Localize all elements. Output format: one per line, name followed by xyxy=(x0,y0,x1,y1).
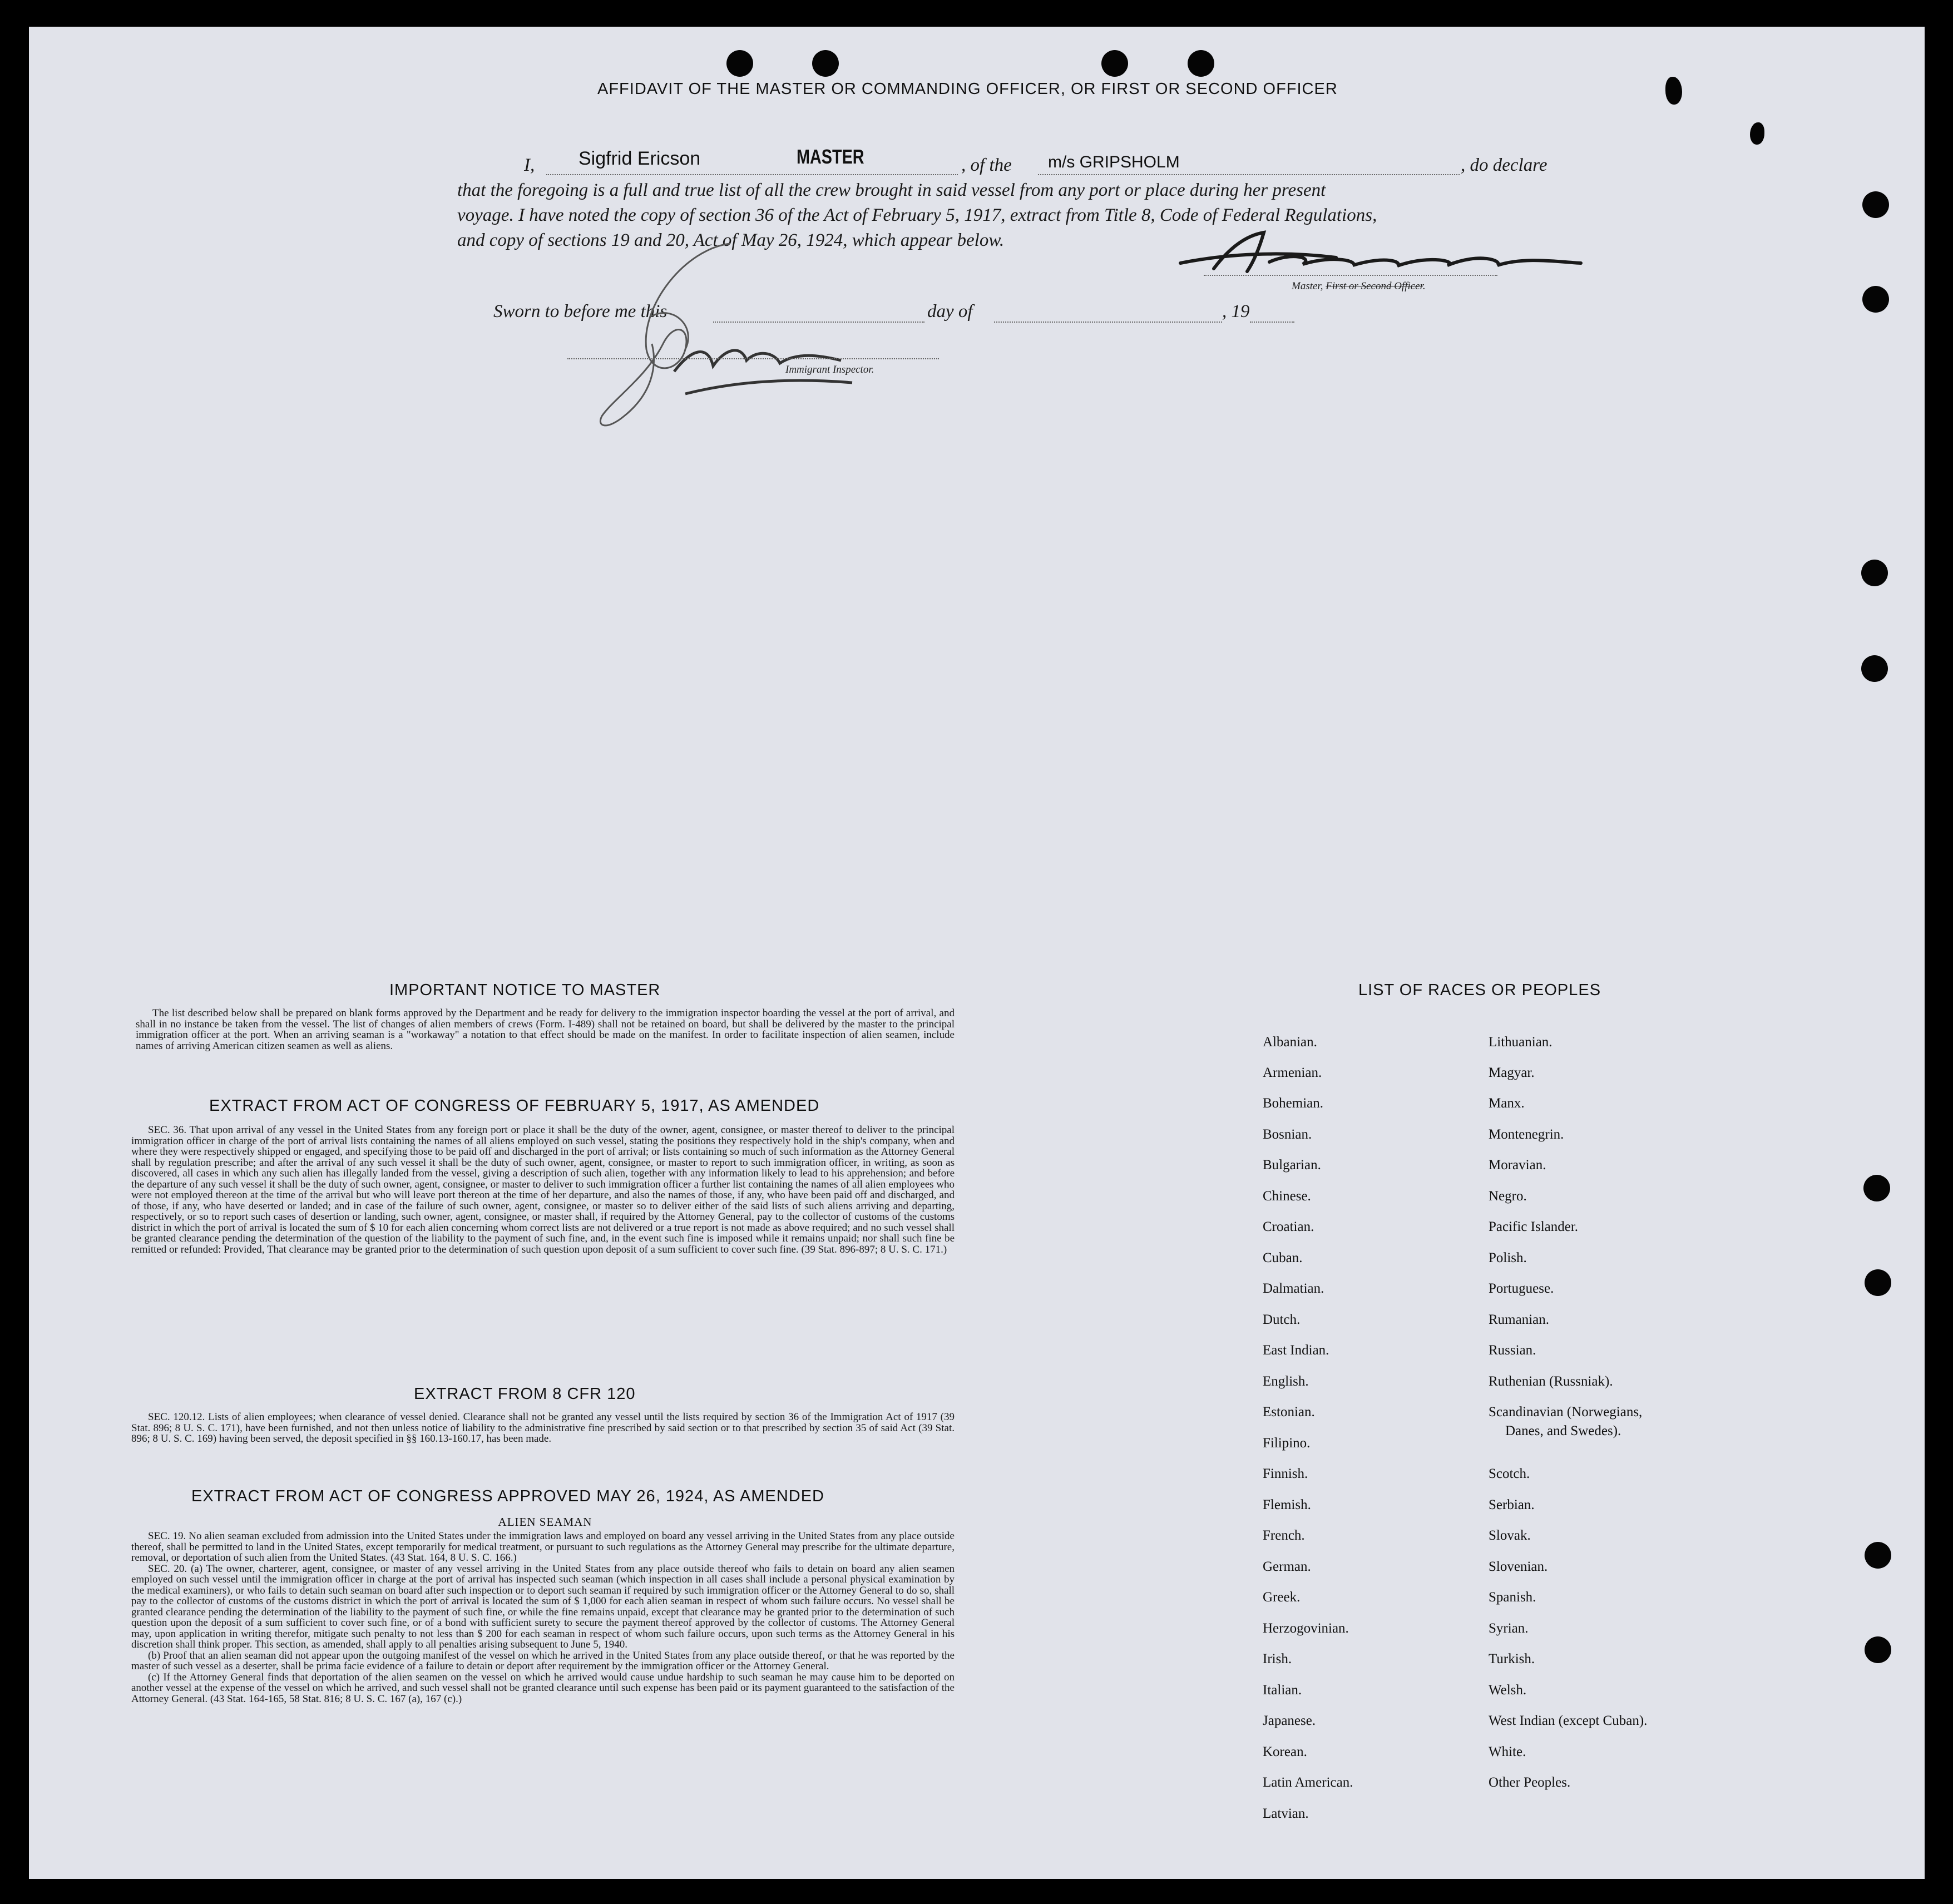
notice-paragraph: The list described below shall be prepared on blank forms approved by the Department and be ready for delivery to the immigration inspector boarding the vessel at the port of arrival, and shall in no instance be taken from the vessel. The list of changes of alien members of crews (Form. I-489) shall not be retained on board, but shall be delivered by the master to the principal immigration officer at the port. When an arriving seaman is a "workaway" a notation to that effect should be made on the manifest. In order to facilitate inspection of alien seamen, include names of arriving American citizen seamen as well as aliens. xyxy=(136,1007,955,1052)
sec-20a-paragraph: SEC. 20. (a) The owner, charterer, agent, consignee, or master of any vessel arriving in the United States from any place outside thereof who fails to detain on board any alien seamen employed on such vessel until the immigration officer in charge at the port of arrival has inspected such seaman (which inspection in all cases shall include a personal physical examination by the medical examiners), or who fails to detain such seaman on board after such inspection or to deport such seaman if required by such immigration officer or the Attorney General to do so, shall pay to the collector of customs of the customs district in which the port of arrival is located the sum of $ 1,000 for each alien seaman in respect of whom such failure occurs. No vessel shall be granted clearance pending the determination of the liability to the payment of such fine, or while the fine remains unpaid, except that clearance may be granted prior to the determination of such question upon the deposit of a sum sufficient to cover such fine, or of a bond with sufficient surety to secure the payment thereof approved by the collector of customs. The Attorney General may, upon application in writing therefor, mitigate such penalty to not less than $ 200 for each seaman in respect of whom such failure occurs, upon such terms as the Attorney General in his discretion shall think proper. This section, as amended, shall apply to all penalties arising subsequent to June 5, 1940. xyxy=(131,1562,955,1650)
day-of-label: day of xyxy=(927,301,973,322)
affidavit-heading: AFFIDAVIT OF THE MASTER OR COMMANDING OFFICER, OR FIRST OR SECOND OFFICER xyxy=(597,80,1338,98)
master-signature xyxy=(1169,230,1592,280)
race-item: English. xyxy=(1263,1374,1309,1389)
race-item: Finnish. xyxy=(1263,1466,1308,1481)
punch-hole xyxy=(726,50,753,77)
punch-hole xyxy=(1188,50,1214,77)
sworn-year-rule xyxy=(1250,322,1294,323)
notice-heading: IMPORTANT NOTICE TO MASTER xyxy=(389,981,661,999)
race-item: Portuguese. xyxy=(1489,1281,1554,1296)
punch-hole xyxy=(1865,1542,1891,1569)
extract-1917-body xyxy=(131,1125,955,1255)
extract-1924-body xyxy=(131,1531,955,1704)
race-item: Irish. xyxy=(1263,1651,1292,1666)
sec-20b-paragraph: (b) Proof that an alien seaman did not appear upon the outgoing manifest of the vessel on which he arrived in the United States from any place outside thereof, or that he was reported by the master of such vessel as a deserter, shall be prima facie evidence of a failure to detain or deport after requirement by the immigration officer or the Attorney General. xyxy=(131,1649,955,1672)
race-item: Chinese. xyxy=(1263,1189,1311,1204)
officer-caption-struck: First or Second Officer xyxy=(1326,280,1423,292)
inspector-caption: Immigrant Inspector. xyxy=(785,364,874,375)
extract-8cfr-heading: EXTRACT FROM 8 CFR 120 xyxy=(414,1385,636,1403)
race-item: Slovenian. xyxy=(1489,1559,1548,1574)
notice-body xyxy=(136,1008,955,1051)
race-item: Japanese. xyxy=(1263,1713,1316,1728)
race-item: Bohemian. xyxy=(1263,1096,1324,1111)
torn-mark xyxy=(1750,122,1764,145)
master-rank: MASTER xyxy=(797,145,864,168)
race-item: Negro. xyxy=(1489,1189,1527,1204)
race-item: Slovak. xyxy=(1489,1528,1531,1543)
race-item: Moravian. xyxy=(1489,1158,1546,1173)
master-caption xyxy=(1292,280,1426,293)
race-item: Italian. xyxy=(1263,1683,1302,1698)
sec-36-paragraph: SEC. 36. That upon arrival of any vessel in the United States from any foreign port or place it shall be the duty of the owner, agent, consignee, or master thereof to deliver to the principal immigration officer in charge of the port of arrival lists containing the names of all aliens employed on such vessel, stating the positions they respectively hold in the ship's company, when and where they were respectively shipped or engaged, and specifying those to be paid off and discharged in the port of arrival; or lists containing so much of such information as the Attorney General shall by regulation prescribe; and after the arrival of any such vessel it shall be the duty of such owner, agent, consignee, or master to report to such immigration officer, in writing, as soon as discovered, all cases in which any such alien has illegally landed from the vessel, giving a description of such alien, together with any information likely to lead to his apprehension; and before the departure of any such vessel it shall be the duty of such owner, agent, consignee, or master to deliver to such immigration officer a further list containing the names of all alien employees who were not employed thereon at the time of the arrival but who will leave port thereon at the time of her departure, and also the names of those, if any, who have been paid off and discharged, and of those, if any, who have deserted or landed; and in case of the failure of such owner, agent, consignee, or master so to deliver either of the said lists of such aliens arriving and departing, respectively, or so to report such cases of desertion or landing, such owner, agent, consignee, or master shall, if required by the Attorney General, pay to the collector of customs of the customs district in which the port of arrival is located the sum of $ 10 for each alien concerning whom correct lists are not delivered or a true report is not made as above required; and no such vessel shall be granted clearance pending the determination of the question of the liability to the payment of such fine, and, in the event such fine is imposed while it remains unpaid; nor shall such fine be remitted or refunded: Provided, That clearance may be granted prior to the determination of such question upon deposit of a sum sufficient to cover such fine. (39 Stat. 896-897; 8 U. S. C. 171.) xyxy=(131,1124,955,1255)
race-item: Greek. xyxy=(1263,1590,1301,1605)
punch-hole xyxy=(1862,191,1889,218)
extract-1917-heading: EXTRACT FROM ACT OF CONGRESS OF FEBRUARY 5, 1917, AS AMENDED xyxy=(209,1097,820,1115)
race-item: Herzogovinian. xyxy=(1263,1621,1349,1636)
punch-hole xyxy=(1863,1175,1890,1201)
inspector-signature xyxy=(563,238,874,438)
inspector-signature-rule xyxy=(567,358,939,359)
year-label: , 19 xyxy=(1222,301,1250,322)
race-item: Magyar. xyxy=(1489,1065,1535,1080)
race-item: Albanian. xyxy=(1263,1035,1317,1050)
document-page xyxy=(29,27,1925,1879)
sworn-label: Sworn to before me this xyxy=(493,301,668,322)
extract-1924-heading: EXTRACT FROM ACT OF CONGRESS APPROVED MAY 26, 1924, AS AMENDED xyxy=(191,1487,824,1505)
punch-hole xyxy=(1861,560,1888,586)
race-item: West Indian (except Cuban). xyxy=(1489,1713,1648,1728)
race-item: Flemish. xyxy=(1263,1497,1311,1512)
punch-hole xyxy=(1862,286,1889,313)
race-item: Polish. xyxy=(1489,1250,1527,1265)
vessel-name: m/s GRIPSHOLM xyxy=(1048,153,1180,171)
race-item: Rumanian. xyxy=(1489,1312,1550,1327)
master-signature-rule xyxy=(1204,275,1497,276)
punch-hole xyxy=(1101,50,1128,77)
race-item: French. xyxy=(1263,1528,1305,1543)
races-heading: LIST OF RACES OR PEOPLES xyxy=(1358,981,1601,999)
race-item: German. xyxy=(1263,1559,1311,1574)
race-item: Korean. xyxy=(1263,1744,1307,1759)
punch-hole xyxy=(812,50,839,77)
race-item: White. xyxy=(1489,1744,1526,1759)
punch-hole xyxy=(1865,1269,1891,1296)
race-item: Ruthenian (Russniak). xyxy=(1489,1374,1613,1389)
punch-hole xyxy=(1861,655,1888,682)
master-caption-label: Master, xyxy=(1292,280,1323,292)
punch-hole xyxy=(1865,1636,1891,1663)
of-the-label: , of the xyxy=(961,155,1012,175)
race-item: Syrian. xyxy=(1489,1621,1529,1636)
name-rule xyxy=(546,174,958,175)
race-item: Lithuanian. xyxy=(1489,1035,1552,1050)
race-item: Danes, and Swedes). xyxy=(1505,1423,1621,1438)
sec-19-paragraph: SEC. 19. No alien seaman excluded from admission into the United States under the immigration laws and employed on board any vessel arriving in the United States from any place outside thereof, shall be permitted to land in the United States, except temporarily for medical treatment, or pursuant to such regulations as the Attorney General may prescribe for the ultimate departure, removal, or deportation of such alien from the United States. (43 Stat. 164, 8 U. S. C. 166.) xyxy=(131,1530,955,1564)
race-item: Cuban. xyxy=(1263,1250,1303,1265)
race-item: Dutch. xyxy=(1263,1312,1301,1327)
extract-8cfr-body xyxy=(131,1412,955,1445)
race-item: Bulgarian. xyxy=(1263,1158,1321,1173)
sworn-month-rule xyxy=(994,322,1222,323)
race-item: Latin American. xyxy=(1263,1775,1353,1790)
race-item: Spanish. xyxy=(1489,1590,1536,1605)
race-item: Russian. xyxy=(1489,1343,1536,1358)
affidavit-i: I, xyxy=(524,155,535,175)
affidavit-line-3: voyage. I have noted the copy of section 36 of the Act of February 5, 1917, extract from Title 8, Code of Federal Regulations, xyxy=(457,205,1377,225)
race-item: Bosnian. xyxy=(1263,1127,1312,1142)
do-declare-label: , do declare xyxy=(1461,155,1547,175)
race-item: Other Peoples. xyxy=(1489,1775,1571,1790)
race-item: Scandinavian (Norwegians, xyxy=(1489,1404,1643,1420)
race-item: Armenian. xyxy=(1263,1065,1322,1080)
race-item: Croatian. xyxy=(1263,1219,1314,1234)
race-item: Estonian. xyxy=(1263,1404,1315,1420)
sec-20c-paragraph: (c) If the Attorney General finds that deportation of the alien seamen on the vessel on which he arrived would cause undue hardship to such seaman he may cause him to be deported on another vessel at the expense of the vessel on which he arrived, and such vessel shall not be granted clearance until such expense has been paid or its payment guaranteed to the satisfaction of the Attorney General. (43 Stat. 164-165, 58 Stat. 816; 8 U. S. C. 167 (a), 167 (c).) xyxy=(131,1671,955,1705)
race-item: Welsh. xyxy=(1489,1683,1527,1698)
race-item: Serbian. xyxy=(1489,1497,1535,1512)
race-item: Manx. xyxy=(1489,1096,1525,1111)
master-name: Sigfrid Ericson xyxy=(579,148,701,169)
master-caption-end: . xyxy=(1422,280,1426,292)
race-item: Dalmatian. xyxy=(1263,1281,1324,1296)
race-item: Montenegrin. xyxy=(1489,1127,1564,1142)
affidavit-line-2: that the foregoing is a full and true list of all the crew brought in said vessel from any port or place during her present xyxy=(457,180,1326,200)
race-item: East Indian. xyxy=(1263,1343,1329,1358)
affidavit-line-4: and copy of sections 19 and 20, Act of May 26, 1924, which appear below. xyxy=(457,230,1005,250)
race-item: Filipino. xyxy=(1263,1436,1311,1451)
sec-120-paragraph: SEC. 120.12. Lists of alien employees; when clearance of vessel denied. Clearance shall not be granted any vessel until the lists required by section 36 of the Immigration Act of 1917 (39 Stat. 896; 8 U. S. C. 171), have been furnished, and not then unless notice of liability to the administrative fine prescribed by said section or to that prescribed by section 35 of said Act (39 Stat. 896; 8 U. S. C. 169) having been served, the deposit specified in §§ 160.13-160.17, has been made. xyxy=(131,1411,955,1445)
race-item: Pacific Islander. xyxy=(1489,1219,1579,1234)
race-item: Scotch. xyxy=(1489,1466,1530,1481)
alien-seaman-subheading: ALIEN SEAMAN xyxy=(498,1515,592,1529)
race-item: Latvian. xyxy=(1263,1806,1309,1821)
race-item: Turkish. xyxy=(1489,1651,1535,1666)
